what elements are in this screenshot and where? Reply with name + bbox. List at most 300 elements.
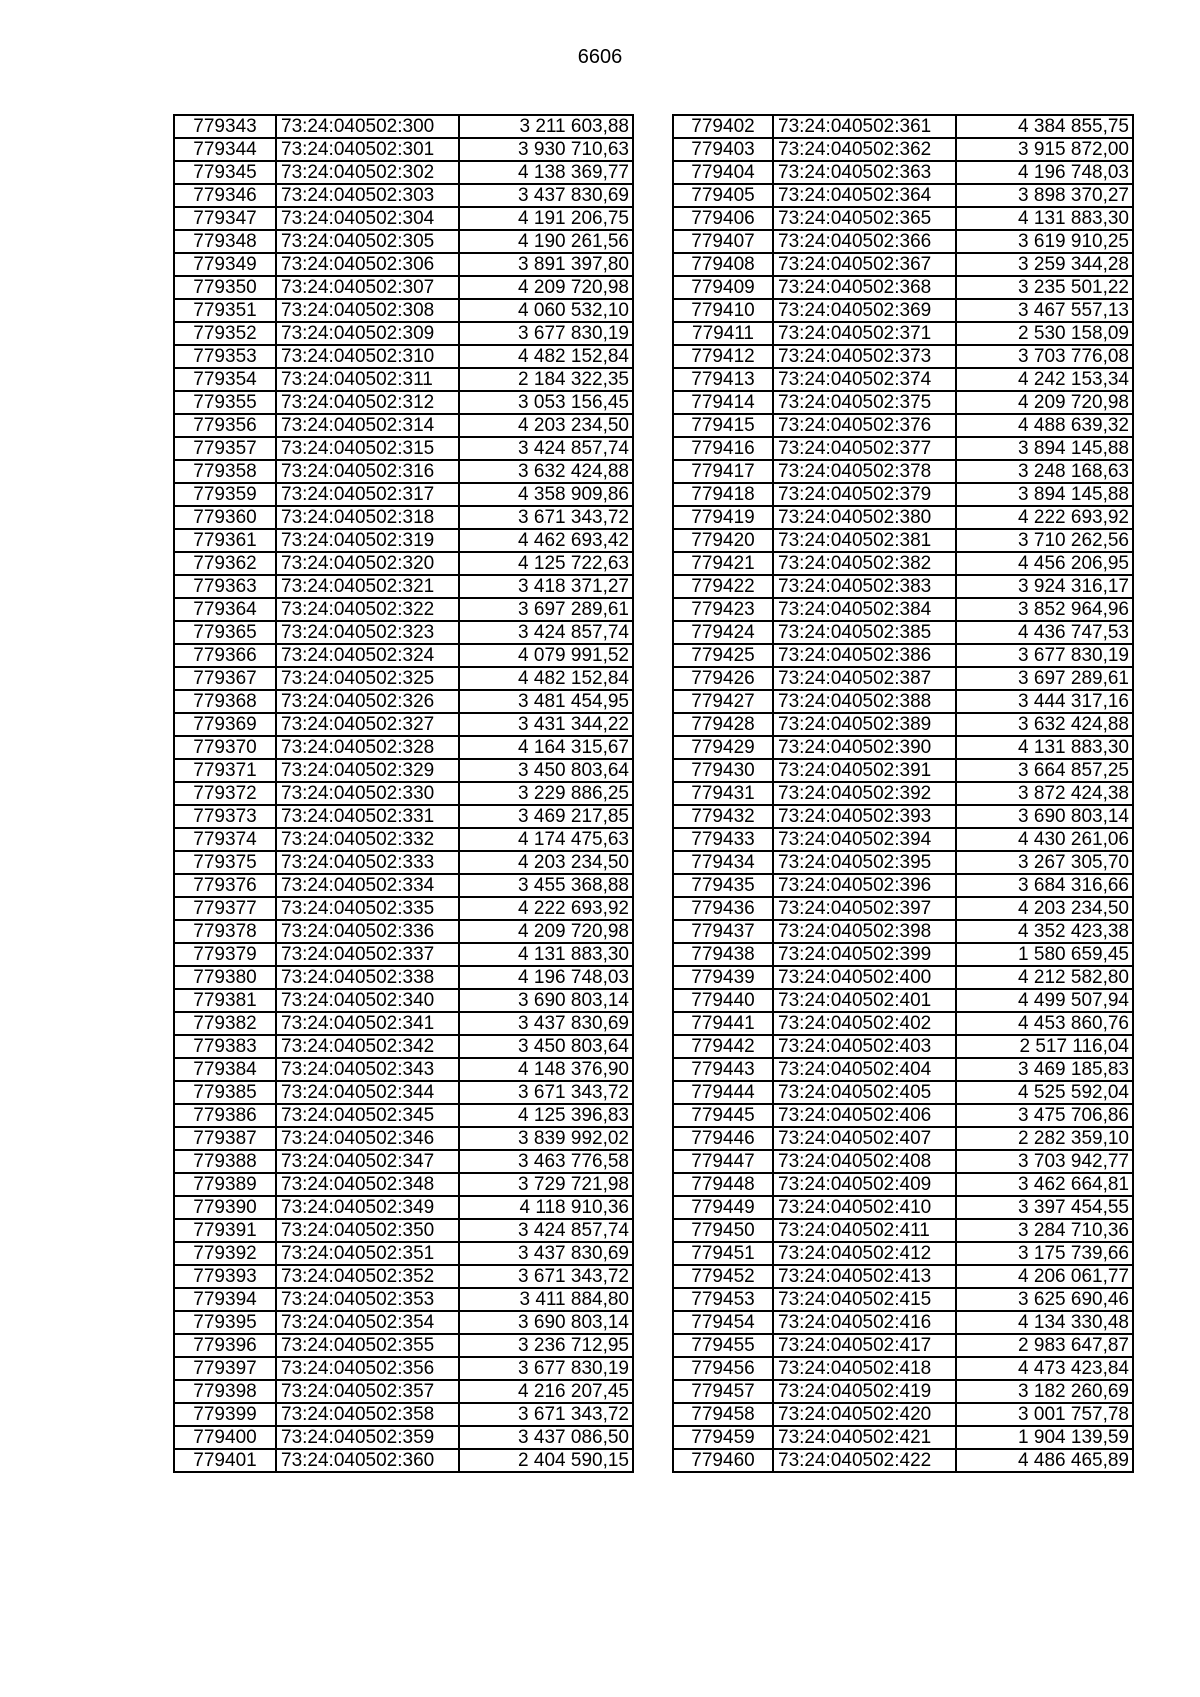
table-row [174,1242,633,1265]
record-number-cell: 779355 [174,391,276,414]
value-cell: 3 467 557,13 [956,299,1133,322]
value-cell: 3 664 857,25 [956,759,1133,782]
cadastral-number-cell: 73:24:040502:342 [276,1035,459,1058]
record-number-cell: 779366 [174,644,276,667]
table-row [673,230,1133,253]
table-row [673,851,1133,874]
record-number-cell: 779433 [673,828,773,851]
table-row [174,920,633,943]
table-row [673,368,1133,391]
table-row [673,759,1133,782]
cadastral-number-cell: 73:24:040502:419 [773,1380,956,1403]
cadastral-number-cell: 73:24:040502:312 [276,391,459,414]
record-number-cell: 779377 [174,897,276,920]
record-number-cell: 779363 [174,575,276,598]
value-cell: 4 134 330,48 [956,1311,1133,1334]
record-number-cell: 779345 [174,161,276,184]
record-number-cell: 779397 [174,1357,276,1380]
value-cell: 3 872 424,38 [956,782,1133,805]
record-number-cell: 779439 [673,966,773,989]
value-cell: 4 456 206,95 [956,552,1133,575]
cadastral-number-cell: 73:24:040502:401 [773,989,956,1012]
table-row [174,644,633,667]
record-number-cell: 779455 [673,1334,773,1357]
table-row [673,598,1133,621]
record-number-cell: 779357 [174,437,276,460]
value-cell: 4 131 883,30 [956,207,1133,230]
record-number-cell: 779409 [673,276,773,299]
value-cell: 4 174 475,63 [459,828,633,851]
value-cell: 3 418 371,27 [459,575,633,598]
table-row [174,506,633,529]
record-number-cell: 779401 [174,1449,276,1472]
record-number-cell: 779413 [673,368,773,391]
value-cell: 2 530 158,09 [956,322,1133,345]
table-row [673,552,1133,575]
page-number: 6606 [577,46,623,68]
table-row [673,920,1133,943]
value-cell: 4 138 369,77 [459,161,633,184]
cadastral-number-cell: 73:24:040502:398 [773,920,956,943]
cadastral-number-cell: 73:24:040502:306 [276,253,459,276]
value-cell: 3 469 185,83 [956,1058,1133,1081]
cadastral-number-cell: 73:24:040502:317 [276,483,459,506]
value-cell: 1 580 659,45 [956,943,1133,966]
record-number-cell: 779453 [673,1288,773,1311]
value-cell: 3 462 664,81 [956,1173,1133,1196]
table-row [174,552,633,575]
cadastral-number-cell: 73:24:040502:389 [773,713,956,736]
record-number-cell: 779404 [673,161,773,184]
cadastral-number-cell: 73:24:040502:319 [276,529,459,552]
table-row [673,138,1133,161]
value-cell: 4 482 152,84 [459,667,633,690]
value-cell: 4 131 883,30 [459,943,633,966]
table-row [174,437,633,460]
table-row [673,1242,1133,1265]
cadastral-number-cell: 73:24:040502:332 [276,828,459,851]
record-number-cell: 779431 [673,782,773,805]
table-row [174,1104,633,1127]
record-number-cell: 779426 [673,667,773,690]
cadastral-number-cell: 73:24:040502:379 [773,483,956,506]
record-number-cell: 779399 [174,1403,276,1426]
cadastral-number-cell: 73:24:040502:369 [773,299,956,322]
record-number-cell: 779448 [673,1173,773,1196]
value-cell: 4 203 234,50 [459,851,633,874]
table-row [174,736,633,759]
record-number-cell: 779441 [673,1012,773,1035]
table-row [673,115,1133,138]
value-cell: 3 677 830,19 [956,644,1133,667]
table-row [174,1081,633,1104]
cadastral-number-cell: 73:24:040502:382 [773,552,956,575]
table-row [673,322,1133,345]
value-cell: 3 690 803,14 [956,805,1133,828]
table-row [174,1173,633,1196]
record-number-cell: 779412 [673,345,773,368]
cadastral-number-cell: 73:24:040502:402 [773,1012,956,1035]
record-number-cell: 779405 [673,184,773,207]
cadastral-number-cell: 73:24:040502:340 [276,989,459,1012]
table-row [174,161,633,184]
table-row [673,460,1133,483]
value-cell: 4 216 207,45 [459,1380,633,1403]
cadastral-number-cell: 73:24:040502:330 [276,782,459,805]
cadastral-number-cell: 73:24:040502:327 [276,713,459,736]
cadastral-number-cell: 73:24:040502:407 [773,1127,956,1150]
value-cell: 3 690 803,14 [459,989,633,1012]
value-cell: 4 131 883,30 [956,736,1133,759]
record-number-cell: 779460 [673,1449,773,1472]
cadastral-number-cell: 73:24:040502:302 [276,161,459,184]
record-number-cell: 779415 [673,414,773,437]
table-row [174,1012,633,1035]
table-row [673,1426,1133,1449]
cadastral-number-cell: 73:24:040502:418 [773,1357,956,1380]
record-number-cell: 779375 [174,851,276,874]
value-cell: 3 684 316,66 [956,874,1133,897]
table-row [174,483,633,506]
table-row [673,667,1133,690]
cadastral-number-cell: 73:24:040502:420 [773,1403,956,1426]
table-row [673,253,1133,276]
record-number-cell: 779356 [174,414,276,437]
table-row [673,276,1133,299]
value-cell: 3 437 830,69 [459,1012,633,1035]
cadastral-number-cell: 73:24:040502:352 [276,1265,459,1288]
table-row [673,966,1133,989]
record-number-cell: 779406 [673,207,773,230]
table-row [174,759,633,782]
record-number-cell: 779422 [673,575,773,598]
table-row [174,345,633,368]
record-number-cell: 779395 [174,1311,276,1334]
value-cell: 4 196 748,03 [459,966,633,989]
value-cell: 3 437 086,50 [459,1426,633,1449]
cadastral-number-cell: 73:24:040502:408 [773,1150,956,1173]
table-row [673,782,1133,805]
value-cell: 3 431 344,22 [459,713,633,736]
cadastral-number-cell: 73:24:040502:415 [773,1288,956,1311]
value-cell: 3 284 710,36 [956,1219,1133,1242]
value-cell: 3 424 857,74 [459,437,633,460]
record-number-cell: 779410 [673,299,773,322]
value-cell: 3 891 397,80 [459,253,633,276]
value-cell: 2 404 590,15 [459,1449,633,1472]
value-cell: 4 148 376,90 [459,1058,633,1081]
cadastral-number-cell: 73:24:040502:378 [773,460,956,483]
record-number-cell: 779361 [174,529,276,552]
value-cell: 3 703 942,77 [956,1150,1133,1173]
cadastral-table-right [672,114,1134,1473]
value-cell: 3 915 872,00 [956,138,1133,161]
value-cell: 4 473 423,84 [956,1357,1133,1380]
cadastral-number-cell: 73:24:040502:390 [773,736,956,759]
value-cell: 2 517 116,04 [956,1035,1133,1058]
table-row [174,253,633,276]
value-cell: 3 703 776,08 [956,345,1133,368]
value-cell: 3 710 262,56 [956,529,1133,552]
value-cell: 4 242 153,34 [956,368,1133,391]
cadastral-number-cell: 73:24:040502:338 [276,966,459,989]
value-cell: 3 677 830,19 [459,322,633,345]
record-number-cell: 779452 [673,1265,773,1288]
value-cell: 3 424 857,74 [459,621,633,644]
cadastral-number-cell: 73:24:040502:394 [773,828,956,851]
table-row [673,1104,1133,1127]
cadastral-number-cell: 73:24:040502:404 [773,1058,956,1081]
table-row [174,1035,633,1058]
table-row [174,1265,633,1288]
table-row [673,345,1133,368]
cadastral-number-cell: 73:24:040502:348 [276,1173,459,1196]
table-row [673,736,1133,759]
value-cell: 3 001 757,78 [956,1403,1133,1426]
record-number-cell: 779394 [174,1288,276,1311]
table-row [673,1219,1133,1242]
record-number-cell: 779418 [673,483,773,506]
table-row [174,391,633,414]
record-number-cell: 779440 [673,989,773,1012]
cadastral-number-cell: 73:24:040502:350 [276,1219,459,1242]
cadastral-number-cell: 73:24:040502:335 [276,897,459,920]
record-number-cell: 779450 [673,1219,773,1242]
table-row [673,1127,1133,1150]
value-cell: 3 671 343,72 [459,506,633,529]
value-cell: 2 184 322,35 [459,368,633,391]
value-cell: 4 191 206,75 [459,207,633,230]
cadastral-number-cell: 73:24:040502:403 [773,1035,956,1058]
table-row [174,851,633,874]
table-row [174,1311,633,1334]
record-number-cell: 779383 [174,1035,276,1058]
value-cell: 2 282 359,10 [956,1127,1133,1150]
record-number-cell: 779403 [673,138,773,161]
table-row [673,1403,1133,1426]
value-cell: 3 697 289,61 [956,667,1133,690]
record-number-cell: 779349 [174,253,276,276]
table-row [174,1426,633,1449]
cadastral-number-cell: 73:24:040502:362 [773,138,956,161]
record-number-cell: 779456 [673,1357,773,1380]
value-cell: 3 248 168,63 [956,460,1133,483]
table-row [174,621,633,644]
cadastral-number-cell: 73:24:040502:354 [276,1311,459,1334]
table-row [673,1311,1133,1334]
cadastral-number-cell: 73:24:040502:357 [276,1380,459,1403]
record-number-cell: 779360 [174,506,276,529]
table-row [174,713,633,736]
record-number-cell: 779343 [174,115,276,138]
record-number-cell: 779352 [174,322,276,345]
record-number-cell: 779385 [174,1081,276,1104]
table-row [174,1150,633,1173]
table-row [673,575,1133,598]
cadastral-number-cell: 73:24:040502:304 [276,207,459,230]
value-cell: 1 904 139,59 [956,1426,1133,1449]
record-number-cell: 779417 [673,460,773,483]
table-row [174,1288,633,1311]
table-row [673,1357,1133,1380]
table-row [174,529,633,552]
record-number-cell: 779438 [673,943,773,966]
cadastral-number-cell: 73:24:040502:316 [276,460,459,483]
cadastral-number-cell: 73:24:040502:321 [276,575,459,598]
table-row [174,805,633,828]
cadastral-number-cell: 73:24:040502:396 [773,874,956,897]
table-row [174,460,633,483]
record-number-cell: 779391 [174,1219,276,1242]
value-cell: 4 352 423,38 [956,920,1133,943]
record-number-cell: 779392 [174,1242,276,1265]
cadastral-number-cell: 73:24:040502:388 [773,690,956,713]
cadastral-number-cell: 73:24:040502:409 [773,1173,956,1196]
value-cell: 4 499 507,94 [956,989,1133,1012]
cadastral-number-cell: 73:24:040502:353 [276,1288,459,1311]
value-cell: 4 436 747,53 [956,621,1133,644]
value-cell: 4 482 152,84 [459,345,633,368]
cadastral-number-cell: 73:24:040502:411 [773,1219,956,1242]
record-number-cell: 779436 [673,897,773,920]
value-cell: 4 125 722,63 [459,552,633,575]
value-cell: 4 525 592,04 [956,1081,1133,1104]
record-number-cell: 779457 [673,1380,773,1403]
table-row [673,1173,1133,1196]
value-cell: 4 209 720,98 [459,276,633,299]
value-cell: 3 924 316,17 [956,575,1133,598]
cadastral-number-cell: 73:24:040502:375 [773,391,956,414]
record-number-cell: 779378 [174,920,276,943]
value-cell: 4 060 532,10 [459,299,633,322]
record-number-cell: 779351 [174,299,276,322]
record-number-cell: 779362 [174,552,276,575]
cadastral-number-cell: 73:24:040502:344 [276,1081,459,1104]
value-cell: 4 222 693,92 [956,506,1133,529]
table-row [174,943,633,966]
value-cell: 4 190 261,56 [459,230,633,253]
table-row [174,1334,633,1357]
cadastral-number-cell: 73:24:040502:361 [773,115,956,138]
value-cell: 3 481 454,95 [459,690,633,713]
record-number-cell: 779344 [174,138,276,161]
value-cell: 4 462 693,42 [459,529,633,552]
value-cell: 4 118 910,36 [459,1196,633,1219]
value-cell: 3 437 830,69 [459,1242,633,1265]
record-number-cell: 779425 [673,644,773,667]
value-cell: 3 677 830,19 [459,1357,633,1380]
table-row [673,897,1133,920]
value-cell: 3 236 712,95 [459,1334,633,1357]
cadastral-number-cell: 73:24:040502:373 [773,345,956,368]
record-number-cell: 779346 [174,184,276,207]
value-cell: 4 209 720,98 [459,920,633,943]
table-row [174,598,633,621]
cadastral-number-cell: 73:24:040502:380 [773,506,956,529]
record-number-cell: 779354 [174,368,276,391]
cadastral-number-cell: 73:24:040502:417 [773,1334,956,1357]
cadastral-number-cell: 73:24:040502:400 [773,966,956,989]
value-cell: 4 384 855,75 [956,115,1133,138]
record-number-cell: 779411 [673,322,773,345]
cadastral-number-cell: 73:24:040502:406 [773,1104,956,1127]
record-number-cell: 779382 [174,1012,276,1035]
cadastral-number-cell: 73:24:040502:308 [276,299,459,322]
table-row [673,184,1133,207]
cadastral-number-cell: 73:24:040502:356 [276,1357,459,1380]
cadastral-number-cell: 73:24:040502:343 [276,1058,459,1081]
cadastral-number-cell: 73:24:040502:329 [276,759,459,782]
record-number-cell: 779446 [673,1127,773,1150]
value-cell: 3 894 145,88 [956,483,1133,506]
table-row [673,1449,1133,1472]
cadastral-number-cell: 73:24:040502:383 [773,575,956,598]
cadastral-number-cell: 73:24:040502:399 [773,943,956,966]
value-cell: 3 267 305,70 [956,851,1133,874]
record-number-cell: 779402 [673,115,773,138]
value-cell: 3 671 343,72 [459,1403,633,1426]
record-number-cell: 779430 [673,759,773,782]
cadastral-number-cell: 73:24:040502:393 [773,805,956,828]
record-number-cell: 779386 [174,1104,276,1127]
record-number-cell: 779347 [174,207,276,230]
cadastral-number-cell: 73:24:040502:371 [773,322,956,345]
table-row [174,1449,633,1472]
record-number-cell: 779368 [174,690,276,713]
table-row [673,1035,1133,1058]
record-number-cell: 779445 [673,1104,773,1127]
record-number-cell: 779393 [174,1265,276,1288]
record-number-cell: 779435 [673,874,773,897]
value-cell: 3 930 710,63 [459,138,633,161]
cadastral-number-cell: 73:24:040502:355 [276,1334,459,1357]
table-row [673,1196,1133,1219]
value-cell: 3 625 690,46 [956,1288,1133,1311]
value-cell: 4 453 860,76 [956,1012,1133,1035]
record-number-cell: 779407 [673,230,773,253]
value-cell: 3 697 289,61 [459,598,633,621]
cadastral-number-cell: 73:24:040502:318 [276,506,459,529]
cadastral-number-cell: 73:24:040502:422 [773,1449,956,1472]
value-cell: 3 671 343,72 [459,1081,633,1104]
record-number-cell: 779428 [673,713,773,736]
cadastral-number-cell: 73:24:040502:413 [773,1265,956,1288]
cadastral-number-cell: 73:24:040502:359 [276,1426,459,1449]
cadastral-number-cell: 73:24:040502:337 [276,943,459,966]
record-number-cell: 779367 [174,667,276,690]
table-row [174,966,633,989]
value-cell: 4 222 693,92 [459,897,633,920]
cadastral-number-cell: 73:24:040502:365 [773,207,956,230]
value-cell: 3 053 156,45 [459,391,633,414]
record-number-cell: 779364 [174,598,276,621]
cadastral-table-left [173,114,634,1473]
cadastral-number-cell: 73:24:040502:381 [773,529,956,552]
value-cell: 3 619 910,25 [956,230,1133,253]
cadastral-number-cell: 73:24:040502:395 [773,851,956,874]
table-row [174,276,633,299]
table-row [673,805,1133,828]
table-row [673,1058,1133,1081]
table-row [673,1288,1133,1311]
record-number-cell: 779384 [174,1058,276,1081]
table-row [673,161,1133,184]
table-row [174,414,633,437]
table-row [174,1380,633,1403]
record-number-cell: 779414 [673,391,773,414]
value-cell: 3 898 370,27 [956,184,1133,207]
cadastral-number-cell: 73:24:040502:386 [773,644,956,667]
